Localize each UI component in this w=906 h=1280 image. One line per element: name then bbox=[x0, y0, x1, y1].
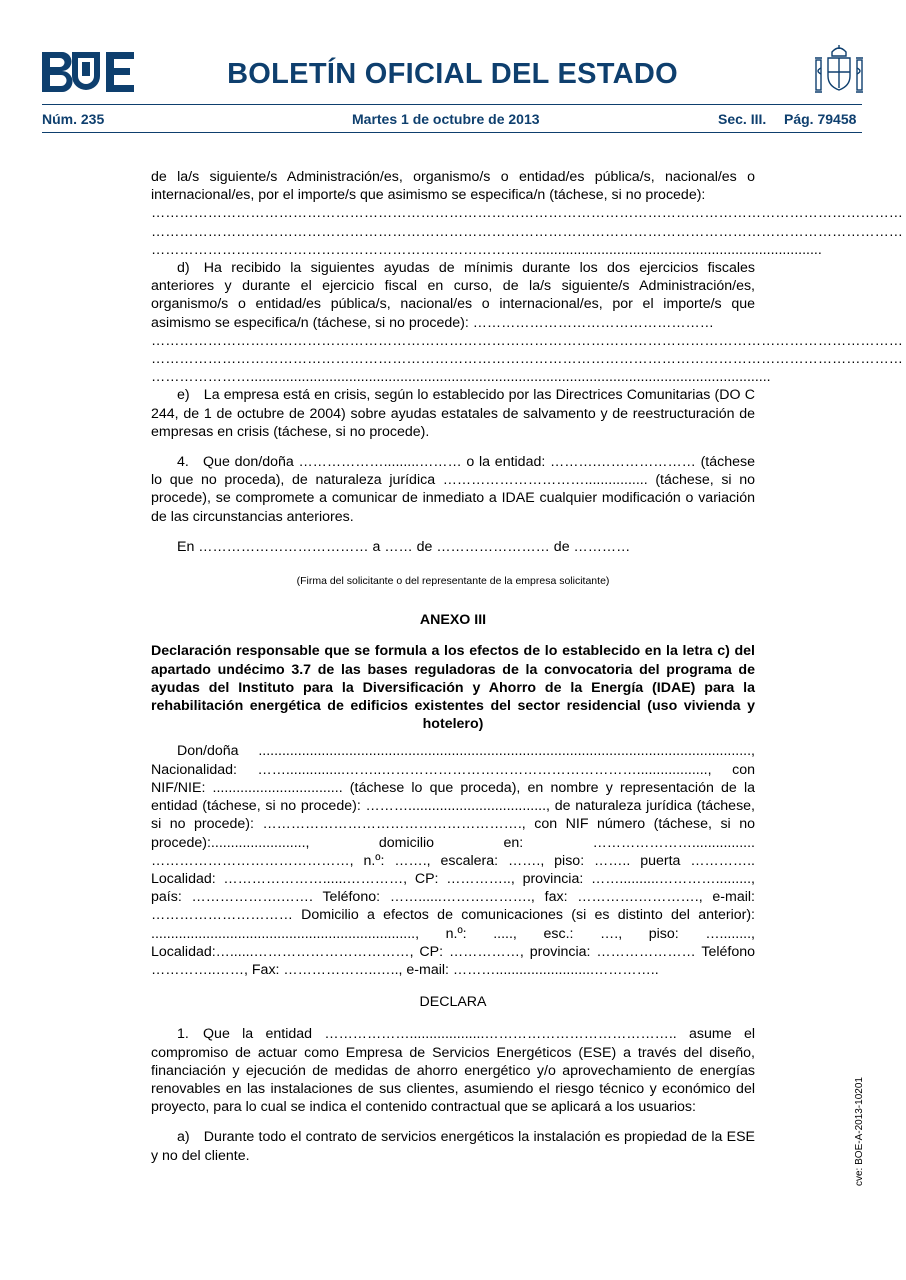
fill-line: ………………………………………………………………………......................................................................... bbox=[151, 241, 822, 258]
issue-number: Núm. 235 bbox=[42, 111, 105, 127]
declara-heading: DECLARA bbox=[419, 994, 487, 1011]
issue-date: Martes 1 de octubre de 2013 bbox=[352, 111, 540, 127]
paragraph-d: d) Ha recibido la siguientes ayudas de mínimis durante los dos ejercicios fiscales anteriores y durante el ejercicio fiscal en curso, de la/s siguiente/s Administración/es, organismo/s o entidad/es pública/s, nacional/es o internacional/es, por el importe/s que asimismo se especifica/n (táchese, si no procede): …………………………………………… bbox=[151, 260, 755, 331]
spain-coat-of-arms-icon bbox=[814, 44, 864, 96]
signature-caption: (Firma del solicitante o del representante de la empresa solicitante) bbox=[296, 575, 610, 588]
paragraph-c-continuation: de la/s siguiente/s Administración/es, organismo/s o entidad/es pública/s, nacional/es o internacional/es, por el importe/s que asimismo se especifica/n (táchese, si no procede): bbox=[151, 169, 755, 204]
page-number: Pág. 79458 bbox=[784, 111, 857, 127]
fill-line: …………………………………………………………………………………………………………………………………………… bbox=[151, 332, 903, 349]
fill-line: ………………….................................................................................................................................... bbox=[151, 369, 771, 386]
paragraph-a: a) Durante todo el contrato de servicios energéticos la instalación es propiedad de la ESE y no del cliente. bbox=[151, 1129, 755, 1164]
declarant-form: Don/doña ............................................................................................................................., Nacionalidad: ……...............……..……………………………………………….................., con NIF/NIE: ................................. (táchese lo que proceda), en nombre y representación de la entidad (táchese, si no procede): ………..................................., de naturaleza jurídica (táchese, si no procede): ………………………………………………., con NIF número (táchese, si no procede):........................, domicilio en: …………………................ ……………………………………, n.º: ……., escalera: ……., piso: …….. puerta ………….. Localidad: …………………......…………, CP: ………….., provincia: ……..........…………........., país: ……………….……. Teléfono: ……......………………., fax: ………….…………., e-mail: ………………………… Domicilio a efectos de comunicaciones (si es distinto del anterior): ..................................................................., n.º: ....., esc.: …., piso: …........, Localidad:…......……………………………, CP: ……………, provincia: ………………… Teléfono …………..……, Fax: ………………..….., e-mail: ……….........................………….. bbox=[151, 743, 755, 978]
cve-margin-id: cve: BOE-A-2013-10201 bbox=[854, 1077, 865, 1186]
header-rule-bottom bbox=[42, 132, 862, 133]
annex-title: ANEXO III bbox=[419, 612, 487, 629]
fill-line: …………………………………………………………………………………………………………………………………………… bbox=[151, 205, 903, 222]
fill-line: …………………………………………………………………………………………………………………………………………… bbox=[151, 351, 903, 368]
fill-line: …………………………………………………………………………………………………………………………………………… bbox=[151, 223, 903, 240]
boe-logo bbox=[42, 52, 134, 92]
paragraph-4: 4. Que don/doña ……………….........……… o la entidad: ……….………………… (táchese lo que no proceda), de naturaleza jurídica …………………………................ (táchese, si no procede), se compromete a comunicar de inmediato a IDAE cualquier modificación o variación de las circunstancias anteriores. bbox=[151, 454, 755, 525]
header-rule-top bbox=[42, 104, 862, 105]
annex-heading: Declaración responsable que se formula a los efectos de lo establecido en la letra c) del apartado undécimo 3.7 de las bases reguladoras de la convocatoria del programa de ayudas del Instituto para la Diversificación y Ahorro de la Energía (IDAE) para la rehabilitación energética de edificios existentes del sector residencial (uso vivienda y hotelero) bbox=[151, 643, 755, 733]
bulletin-title: BOLETÍN OFICIAL DEL ESTADO bbox=[227, 58, 678, 90]
section-label: Sec. III. bbox=[718, 111, 767, 127]
paragraph-1: 1. Que la entidad ………………...................………………………………….. asume el compromiso de actuar como Empresa de Servicios Energéticos (ESE) a través del diseño, financiación y ejecución de medidas de ahorro energético y/o aprovechamiento de energías renovables en las instalaciones de sus clientes, asumiendo el riesgo técnico y económico del proyecto, para lo cual se indica el contenido contractual que se aplicará a los usuarios: bbox=[151, 1026, 755, 1116]
place-date-line: En ……………………………… a …… de …………………… de ………… bbox=[177, 538, 631, 555]
paragraph-e: e) La empresa está en crisis, según lo establecido por las Directrices Comunitarias (DO C 244, de 1 de octubre de 2004) sobre ayudas estatales de salvamento y de reestructuración de empresas en crisis (táchese, si no procede). bbox=[151, 387, 755, 440]
